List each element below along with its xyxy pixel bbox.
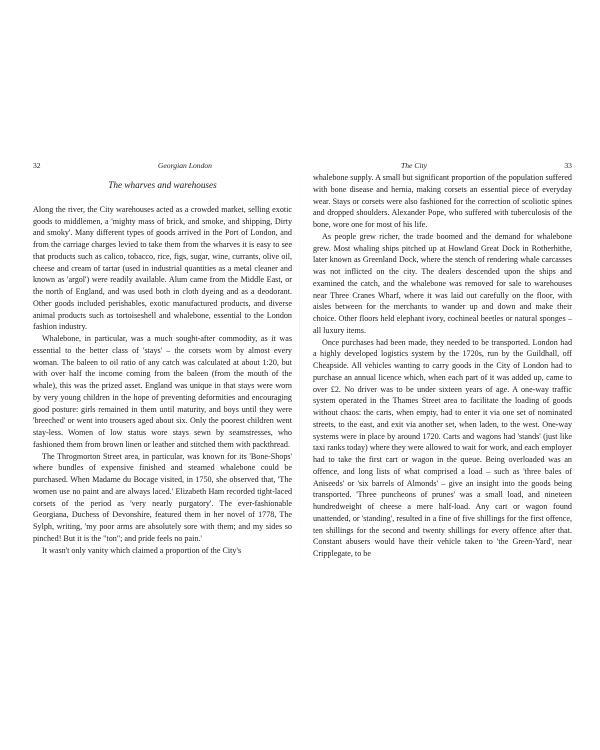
left-paragraph-3: The Throgmorton Street area, in particular, was known for its 'Bone-Shops' where bundles of expensive finished and steamed whalebone could be purchased. When Madame du Bocage visited, in 1750, she observed that, 'The women use no paint and are always laced.' Elizabeth Ham recorded tight-laced corsets of the period as 'very nearly purgatory'. The ever-fashionable Georgiana, Duchess of Devonshire, featured them in her novel of 1778, The Sylph, writing, 'my poor arms are absolutely sore with them; and my sides so pinched! But it is the "ton"; and pride feels no pain.' [33,451,292,543]
right-paragraph-3: Once purchases had been made, they needed to be transported. London had a highly developed logistics system by the 1720s, run by the Guildhall, off Cheapside. All vehicles wanting to carry goods in the City of London had to purchase an annual licence which, when each part of it was added up, came to over £2. No driver was to be under sixteen years of age. A one-way traffic system operated in the Thames Street area to facilitate the loading of goods without chaos: the carts, when empty, had to enter it via one set of nominated streets, to the east, and exit via another set, when laden, to the west. One-way systems were in place by around 1720. Carts and wagons had 'stands' (just like taxi ranks today) where they were allowed to wait for work, and each employer had to take the first cart or wagon in the queue. Being overloaded was an offence, and long lists of what comprised a load – such as 'three bales of Aniseeds' or 'six barrels of Almonds' – give an insight into the goods being transported. 'Three puncheons of prunes' was a small load, and nineteen hundredweight of cheese a mere half-load. Any cart or wagon found unattended, or 'standing', resulted in a fine of five shillings for the first offence, ten shillings for the second and twenty shillings for every offence after that. Constant abusers would have their vehicle taken to 'the Green-Yard', near Cripplegate, to be [313,337,572,558]
section-heading: The wharves and warehouses [108,180,217,190]
left-paragraph-4: It wasn't only vanity which claimed a proportion of the City's [42,545,242,555]
right-paragraph-1: whalebone supply. A small but significant proportion of the population suffered with bone disease and hernia, making corsets an essential piece of everyday wear. Stays or corsets were also fashioned for the correction of scoliotic spines and dropped shoulders. Alexander Pope, who suffered with tuberculosis of the bone, wore one for most of his life. [313,173,572,229]
left-page [33,160,292,556]
right-running-title: The City [401,161,428,170]
left-paragraph-2: Whalebone, in particular, was a much sought-after commodity, as it was essential to the better class of 'stays' – the corsets worn by almost every woman. The baleen to oil ratio of any catch was calculated at about 1:20, but with over half the income coming from the baleen (from the mouth of the whale), this was the prized asset. England was unique in that stays were worn by very young children in the hope of preventing deformities and encouraging good posture: girls remained in them until maturity, and boys until they were 'breeched' or went into trousers aged about six. Only the poorest children went stay-less. Women of low status wore stays sewn by seamstresses, who fashioned them from brown linen or leather and stitched them with packthread. [33,334,292,449]
right-page-number: 33 [564,161,572,170]
right-running-head [313,160,572,172]
right-page [313,160,572,560]
right-paragraph-2: As people grew richer, the trade boomed and the demand for whalebone grew. Most whaling ships pitched up at Howland Great Dock in Rotherhithe, later known as Greenland Dock, where the stench of rendering whale carcasses was not inflicted on the city. The dealers descended upon the ships and examined the catch, and the whalebone was removed for sale to warehouses near Three Cranes Wharf, where it was laid out carefully on the floor, with aisles between for the merchants to wander up and down and make their choice. Other floors held elephant ivory, cochineal beetles or natural sponges – all luxury items. [313,231,572,335]
left-running-head [33,160,292,172]
left-paragraph-1: Along the river, the City warehouses acted as a crowded market, selling exotic goods to middlemen, a 'mighty mass of brick, and smoke, and shipping, Dirty and smoky'. Many different types of goods arrived in the Port of London, and from the carriage charges levied to take them from the wharves it is easy to see that products such as calico, tobacco, rice, figs, sugar, wine, currants, olive oil, cheese and cream of tartar (used in industrial quantities as a metal cleaner and known as 'argol') were readily available. Alum came from the Middle East, or the north of England, and was used both in cloth dyeing and as a deodorant. Other goods included perishables, exotic manufactured products, and diverse animal products such as tortoiseshell and whalebone, essential to the London fashion industry. [33,204,292,332]
book-gutter [299,150,300,590]
left-running-title: Georgian London [157,161,212,170]
left-page-number: 32 [33,161,41,170]
